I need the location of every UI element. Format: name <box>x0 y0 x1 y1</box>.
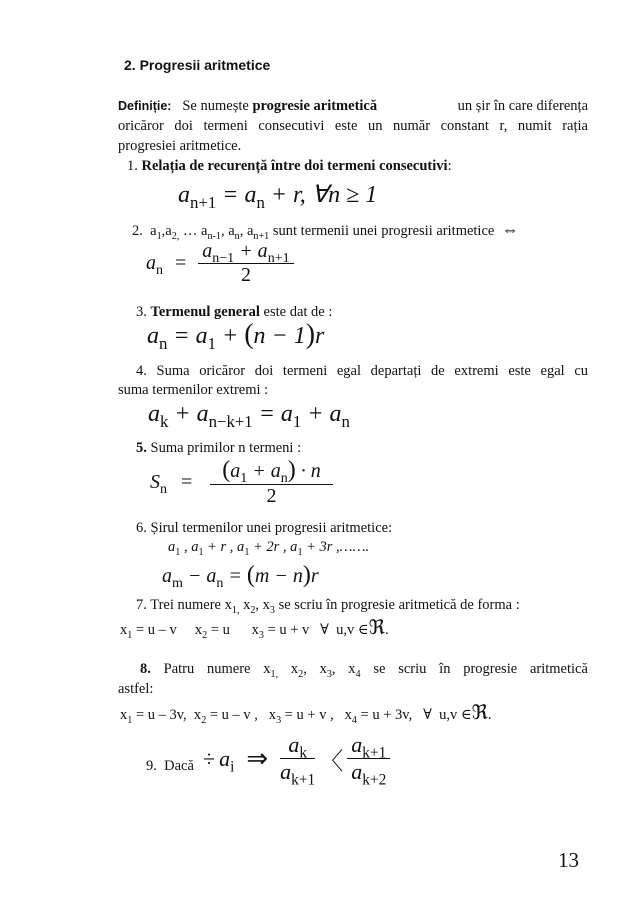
item-7-line-1: 7. Trei numere $x_{1,}$ $x_2$, $x_3$ se scriu în progresie aritmetică de forma : <box>136 597 520 616</box>
item-5-text: Suma primilor n termeni : <box>150 440 302 456</box>
item-4-number: 4 <box>136 363 144 379</box>
definition-line-1 <box>118 97 588 115</box>
item-2-number: 2 <box>132 223 140 239</box>
item-5-line <box>136 439 301 457</box>
formula-difference: $a_m - a_n = (m - n)r$ <box>162 562 319 591</box>
page-number: 13 <box>558 848 579 872</box>
formula-sum: $S_n$ = $\frac{(a_1 + a_n) \cdot n}{2}$ <box>150 457 333 508</box>
definition-label: Definiție: <box>118 99 172 113</box>
item-4-line-1: 4. Suma oricăror doi termeni egal departați de extremi este egal cu <box>136 363 589 379</box>
item-3-text: este dat de : <box>263 304 333 320</box>
item-4-text: Suma oricăror doi termeni egal departați de extremi este egal cu <box>156 363 589 379</box>
item-2-line: 2. $a_1,a_{2,}$ … $a_{n-1}$, $a_n$, $a_{n+1}$ sunt termenii unei progresii aritmetice ⇔ <box>132 220 519 242</box>
item-6-line: 6. Șirul termenilor unei progresii aritmetice: <box>136 520 393 536</box>
section-title: 2. Progresii aritmetice <box>124 57 271 73</box>
definition-line-3: progresiei aritmetice. <box>118 138 242 154</box>
item-8-line-2: astfel: <box>118 681 154 697</box>
item-7-number: 7 <box>136 597 144 613</box>
item-5-number: 5. <box>136 440 147 456</box>
formula-middle-term: $a_n$ = $\frac{a_{n-1} + a_{n+1}}{2}$ <box>146 240 294 287</box>
item-3-line: 3. Termenul general este dat de : <box>136 304 333 320</box>
item-9-number: 9 <box>146 758 154 774</box>
item-8-number: 8. <box>140 661 151 677</box>
definition-term: progresie aritmetică <box>252 98 378 114</box>
equivalence-icon: ⇔ <box>501 220 519 239</box>
item-6-text: Șirul termenilor unei progresii aritmetice: <box>150 520 393 536</box>
formula-sequence-terms: $a_1$ , $a_1 + r$ , $a_1 + 2r$ , $a_1 + 3r$ ,……. <box>168 539 370 558</box>
formula-recurrence: $a_{n+1} = a_n + r$, ∀n ≥ 1 <box>178 182 378 212</box>
item-4-line-2: suma termenilor extremi : <box>118 382 269 398</box>
item-6-number: 6 <box>136 520 144 536</box>
formula-symmetric-sum: $a_k + a_{n-k+1} = a_1 + a_n$ <box>148 401 350 431</box>
definition-rest: un șir în care diferența <box>457 98 588 114</box>
item-9-text: Dacă <box>164 758 194 774</box>
item-1-suffix: : <box>447 158 452 174</box>
item-1-number: 1 <box>127 158 135 174</box>
item-8-line-1: 8. Patru numere $x_{1,}$ $x_2$, $x_3$, $x_4$ se scriu în progresie aritmetică <box>140 661 588 680</box>
item-7-line-2: $x_1 = u - v$ $x_2 = u$ $x_3 = u + v$ ∀ u,v ∈ℜ. <box>120 617 389 641</box>
item-3-number: 3 <box>136 304 144 320</box>
item-8-line-3: $x_1 = u - 3v$, $x_2 = u - v$ , $x_3 = u + v$ , $x_4 = u + 3v$, ∀ u,v ∈ℜ. <box>120 702 492 726</box>
definition-intro: Se numește <box>182 98 249 114</box>
item-9-line: 9. Dacă <box>146 758 194 774</box>
item-1-label: Relația de recurență între doi termeni consecutivi <box>141 158 448 174</box>
definition-line-2: oricăror doi termeni consecutivi este un număr constant r, numit rația <box>118 118 588 134</box>
item-1-heading: 1. Relația de recurență între doi termeni consecutivi: <box>127 158 452 174</box>
item-3-bold: Termenul general <box>150 304 260 320</box>
formula-general-term: $a_n = a_1 + (n - 1)r$ <box>147 319 325 353</box>
formula-ratio-inequality: ÷ $a_i$ ⇒ $\frac{a_k}{a_{k+1}}$ 〈 $\frac{a_{k+1}}{a_{k+2}}$ <box>203 732 390 785</box>
